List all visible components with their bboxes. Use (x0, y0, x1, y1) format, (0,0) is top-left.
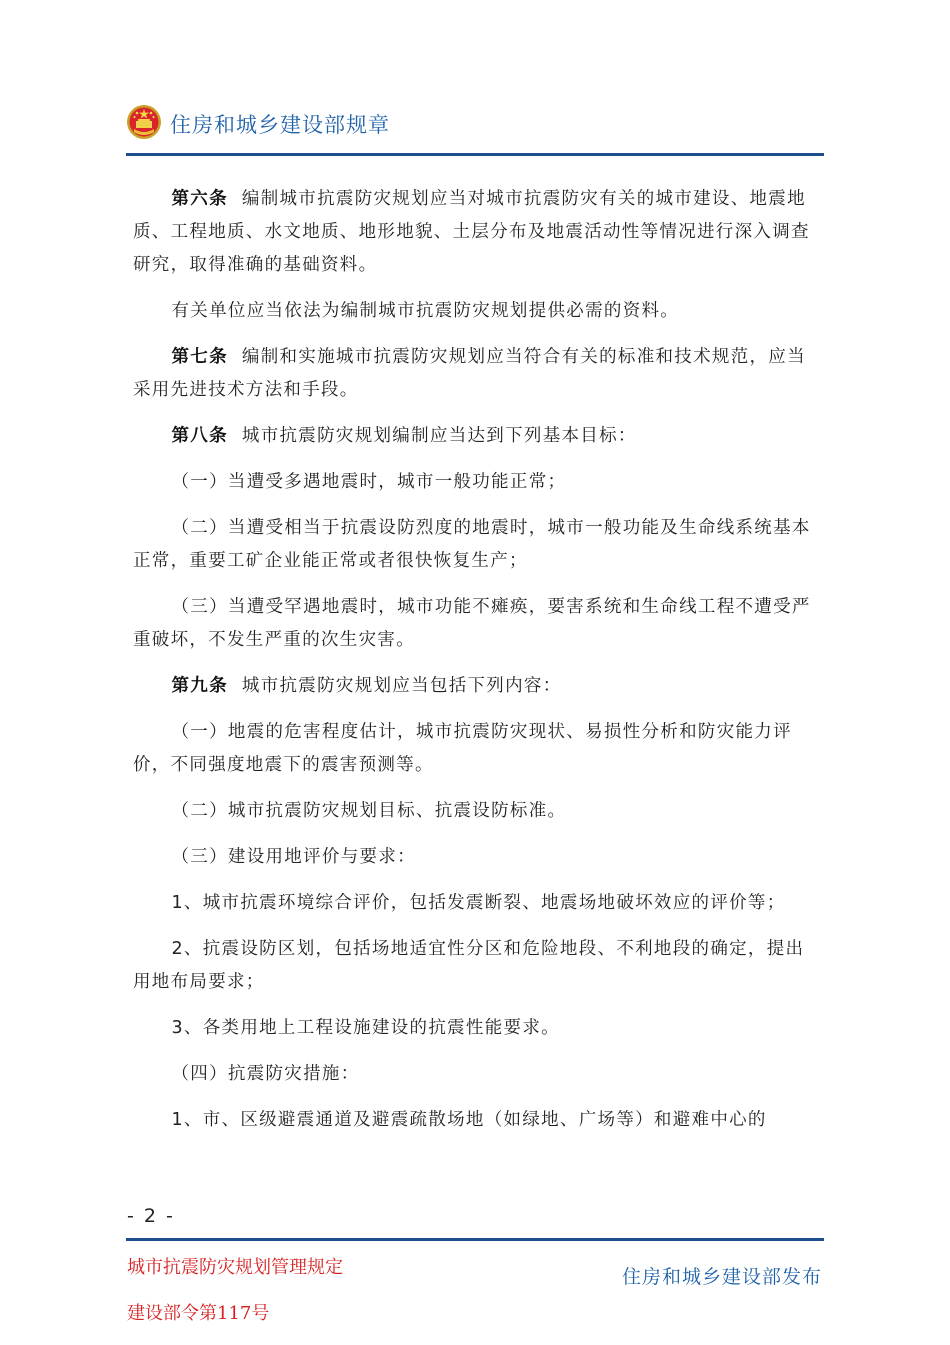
paragraph-text: （四）抗震防灾措施： (171, 1064, 360, 1084)
paragraph-text: （一）当遭受多遇地震时，城市一般功能正常； (171, 472, 567, 492)
document-number: 建设部令第117号 (127, 1303, 270, 1324)
paragraph-text: （二）当遭受相当于抗震设防烈度的地震时，城市一般功能及生命线系统基本正常，重要工矿企业能正常或者很快恢复生产； (133, 518, 811, 571)
paragraph-text: （三）建设用地评价与要求： (171, 847, 416, 867)
document-body (133, 183, 817, 1150)
article-number: 第六条 (171, 189, 228, 209)
paragraph (133, 670, 817, 703)
paragraph-text: 3、各类用地上工程设施建设的抗震性能要求。 (171, 1018, 560, 1038)
paragraph-text: （三）当遭受罕遇地震时，城市功能不瘫痪，要害系统和生命线工程不遭受严重破坏，不发生严重的次生灾害。 (133, 597, 811, 650)
header-title: 住房和城乡建设部规章 (170, 113, 390, 137)
paragraph-text: 1、城市抗震环境综合评价，包括发震断裂、地震场地破坏效应的评价等； (171, 893, 786, 913)
paragraph (133, 295, 817, 328)
paragraph (133, 591, 817, 657)
paragraph (133, 1104, 817, 1137)
paragraph (133, 716, 817, 782)
article-number: 第九条 (171, 676, 228, 696)
paragraph (133, 933, 817, 999)
paragraph-text: 编制城市抗震防灾规划应当对城市抗震防灾有关的城市建设、地震地质、工程地质、水文地质、地形地貌、土层分布及地震活动性等情况进行深入调查研究，取得准确的基础资料。 (133, 189, 810, 275)
paragraph (133, 1012, 817, 1045)
footer-divider (126, 1238, 824, 1241)
page-header (126, 100, 824, 158)
paragraph-text: 编制和实施城市抗震防灾规划应当符合有关的标准和技术规范，应当采用先进技术方法和手段。 (133, 347, 806, 400)
paragraph-text: 城市抗震防灾规划编制应当达到下列基本目标： (241, 426, 637, 446)
paragraph-text: 城市抗震防灾规划应当包括下列内容： (241, 676, 562, 696)
national-emblem-icon (126, 104, 162, 140)
paragraph-text: 2、抗震设防区划，包括场地适宜性分区和危险地段、不利地段的确定，提出用地布局要求； (133, 939, 805, 992)
paragraph (133, 341, 817, 407)
paragraph-text: 有关单位应当依法为编制城市抗震防灾规划提供必需的资料。 (171, 301, 680, 321)
page-number: - 2 - (127, 1205, 175, 1227)
paragraph (133, 887, 817, 920)
article-number: 第八条 (171, 426, 228, 446)
paragraph-text: （一）地震的危害程度估计，城市抗震防灾现状、易损性分析和防灾能力评价，不同强度地震下的震害预测等。 (133, 722, 792, 775)
article-number: 第七条 (171, 347, 228, 367)
paragraph-text: 1、市、区级避震通道及避震疏散场地（如绿地、广场等）和避难中心的 (171, 1110, 767, 1130)
paragraph (133, 1058, 817, 1091)
paragraph (133, 466, 817, 499)
paragraph (133, 183, 817, 282)
header-divider (126, 153, 824, 156)
paragraph (133, 795, 817, 828)
paragraph-text: （二）城市抗震防灾规划目标、抗震设防标准。 (171, 801, 567, 821)
document-title: 城市抗震防灾规划管理规定 (127, 1257, 343, 1278)
publisher-label: 住房和城乡建设部发布 (621, 1266, 822, 1288)
paragraph (133, 420, 817, 453)
paragraph (133, 841, 817, 874)
paragraph (133, 512, 817, 578)
